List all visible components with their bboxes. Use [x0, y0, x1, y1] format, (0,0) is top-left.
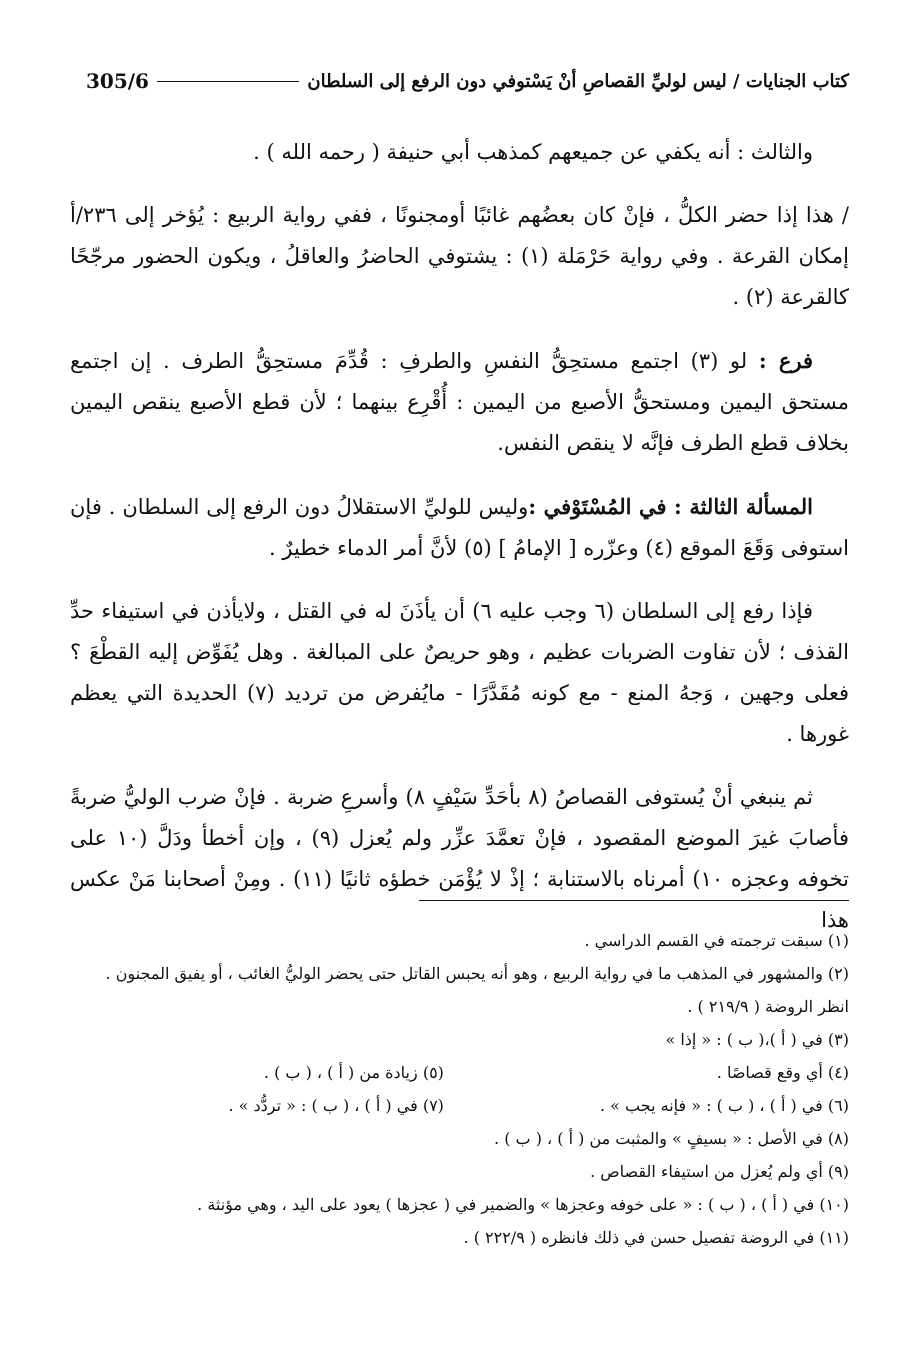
branch-heading: فرع :: [758, 348, 813, 373]
page-number: 305/6: [86, 69, 149, 93]
footnote-row-4-5: [70, 1056, 849, 1089]
footnote-11: (١١) في الروضة تفصيل حسن في ذلك فانظره ( ٢٢٢/٩ ) .: [463, 1228, 849, 1247]
footnotes: [70, 924, 849, 1254]
footnote-4: (٤) أي وقع قصاصًا .: [716, 1063, 849, 1082]
paragraph-absent-heirs: / هذا إذا حضر الكلُّ ، فإنْ كان بعضُهم غائبًا أومجنونًا ، ففي رواية الربيع : يُؤخر إلى ٢٣٦/أ إمكان القرعة . وفي رواية حَرْمَلة (١) : يشتوفي الحاضرُ والعاقلُ ، ويكون الحضور مرجّحًا كالقرعة (٢) .: [70, 203, 849, 309]
footnote-10: (١٠) في ( أ ) ، ( ب ) : « على خوفه وعجزها » والضمير في ( عجزها ) يعود على اليد ، وهي مؤنثة .: [197, 1195, 849, 1214]
footnote-7: (٧) في ( أ ) ، ( ب ) : « تردُّد » .: [228, 1096, 444, 1115]
footnote-row-spacer: [70, 1023, 444, 1056]
footnote-8: (٨) في الأصل : « بسيفٍ » والمثبت من ( أ ) ، ( ب ) .: [494, 1129, 849, 1148]
paragraph-third-opinion: والثالث : أنه يكفي عن جميعهم كمذهب أبي حنيفة ( رحمه الله ) .: [253, 140, 813, 164]
footnote-6: (٦) في ( أ ) ، ( ب ) : « فإنه يجب » .: [599, 1096, 849, 1115]
running-header: [86, 66, 849, 96]
footnote-row-3: [70, 1023, 849, 1056]
footnote-1: (١) سبقت ترجمته في القسم الدراسي .: [584, 931, 849, 950]
issue-heading: المسألة الثالثة : في المُسْتَوْفي :: [528, 494, 814, 519]
footnote-separator: [419, 900, 849, 901]
footnote-row-6-7: [70, 1089, 849, 1122]
main-text: [70, 132, 849, 963]
paragraph-execution: ثم ينبغي أنْ يُستوفى القصاصُ (٨ بأحَدِّ سَيْفٍ ٨) وأسرعِ ضربة . فإنْ ضرب الوليُّ ضربةً فأصابَ غيرَ الموضع المقصود ، فإنْ تعمَّدَ عزِّر ولم يُعزل (٩) ، وإن أخطأ ودَلَّ (١٠ على تخوفه وعجزه ١٠) أمرناه بالاستنابة ؛ إذْ لا يُؤْمَن خطؤه ثانيًا (١١) . ومِنْ أصحابنا مَنْ عكس هذا: [70, 785, 849, 932]
footnote-2: (٢) والمشهور في المذهب ما في رواية الربيع ، وهو أنه يحبس القاتل حتى يحضر الوليُّ الغائب ، أو يفيق المجنون . انظر الروضة ( ٢١٩/٩ ) .: [105, 964, 849, 1016]
header-title: كتاب الجنايات / ليس لوليِّ القصاصِ أنْ يَسْتوفي دون الرفع إلى السلطان: [307, 70, 849, 92]
header-rule: [157, 81, 299, 82]
footnote-3: (٣) في ( أ )،( ب ) : « إذا »: [665, 1030, 849, 1049]
footnote-9: (٩) أي ولم يُعزل من استيفاء القصاص .: [590, 1162, 849, 1181]
paragraph-third-issue: [70, 486, 849, 569]
paragraph-sultan: فإذا رفع إلى السلطان (٦ وجب عليه ٦) أن يأذَنَ له في القتل ، ولايأذن في استيفاء حدِّ القذف ؛ لأن تفاوت الضربات عظيم ، وهو حريصٌ على المبالغة . وهل يُفَوِّض إليه القطْعَ ؟ فعلى وجهين ، وَجهُ المنع - مع كونه مُقَدَّرًا - مايُفرض من ترديد (٧) الحديدة التي يعظم غورها .: [70, 599, 850, 746]
paragraph-branch: [70, 340, 849, 464]
footnote-5: (٥) زيادة من ( أ ) ، ( ب ) .: [263, 1063, 444, 1082]
issue-text: وليس للوليِّ الاستقلالُ دون الرفع إلى السلطان . فإن استوفى وَقَعَ الموقع (٤) وعزّره [ الإمامُ ] (٥) لأنَّ أمر الدماء خطيرٌ .: [70, 495, 849, 560]
branch-text: لو (٣) اجتمع مستحِقُّ النفسِ والطرفِ : قُدِّمَ مستحِقُّ الطرف . إن اجتمع مستحق اليمين ومستحقُّ الأصبع من اليمين : أُقْرِع بينهما ؛ لأن قطع الأصبع ينقص اليمين بخلاف قطع الطرف فإنَّه لا ينقص النفس.: [70, 349, 849, 455]
